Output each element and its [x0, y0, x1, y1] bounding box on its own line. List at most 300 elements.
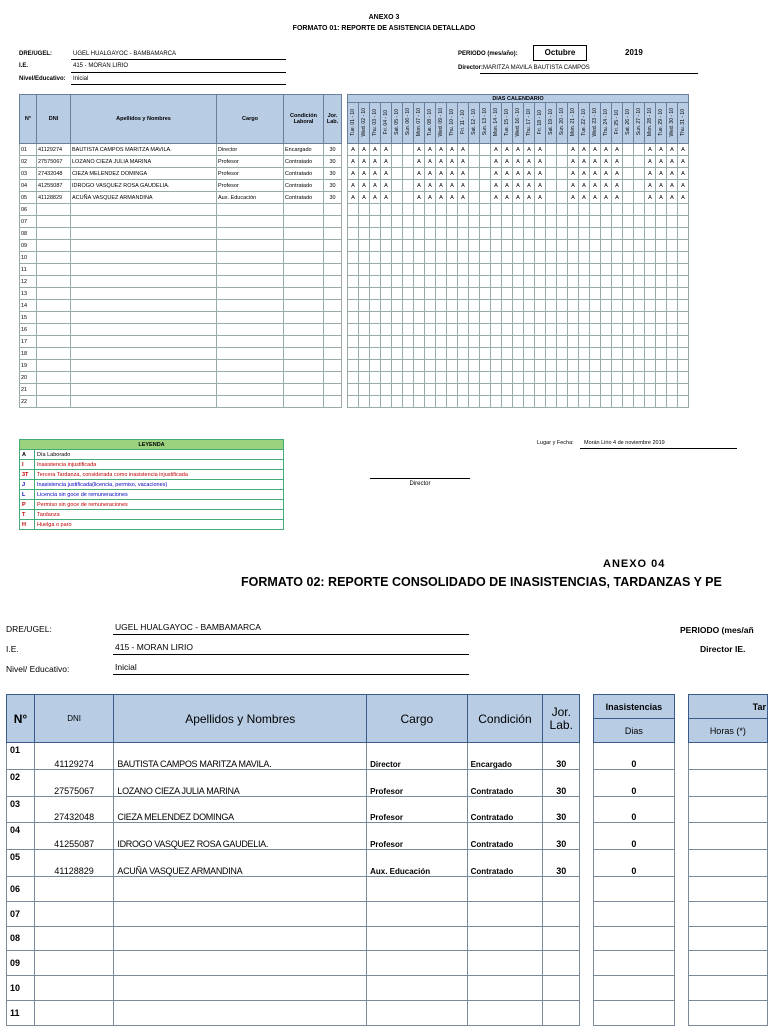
day-cell: A: [568, 144, 579, 156]
nivel-value-2: Inicial: [115, 662, 137, 672]
day-cell: A: [458, 192, 469, 204]
table-row: [7, 901, 768, 926]
dre-value-2: UGEL HUALGAYOC - BAMBAMARCA: [115, 622, 261, 632]
day-cell: [403, 180, 414, 192]
row-cargo: Profesor: [217, 168, 284, 180]
day-cell: A: [645, 180, 656, 192]
day-cell: [557, 156, 568, 168]
table-row: [20, 204, 689, 216]
row-number: 08: [7, 926, 35, 951]
day-cell: A: [370, 192, 381, 204]
day-cell: A: [524, 144, 535, 156]
col-nombres-1: Apellidos y Nombres: [71, 95, 217, 144]
row-name: LOZANO CIEZA JULIA MARINA: [71, 156, 217, 168]
col-dni: DNI: [34, 695, 114, 743]
day-cell: A: [590, 180, 601, 192]
nivel-label: Nivel/Educativo:: [19, 76, 66, 82]
row-number: 20: [20, 372, 37, 384]
day-cell: A: [524, 156, 535, 168]
row-cargo: Aux. Educación: [217, 192, 284, 204]
legend-item: [20, 490, 284, 500]
day-header: Tue. 29 - 10: [656, 103, 667, 144]
legend-item: [20, 520, 284, 530]
table-row: [20, 180, 689, 192]
table-row: [20, 240, 689, 252]
row-jor: 30: [324, 156, 342, 168]
director-ie-label: Director IE.: [700, 644, 746, 654]
day-header: Fri. 25 - 10: [612, 103, 623, 144]
row-condicion: Contratado: [467, 823, 543, 850]
day-cell: A: [612, 192, 623, 204]
table-row: [20, 300, 689, 312]
day-cell: A: [579, 180, 590, 192]
director-signature-label: Director: [409, 481, 431, 487]
day-cell: A: [590, 168, 601, 180]
legend-item: [20, 450, 284, 460]
row-dni: 41128829: [37, 192, 71, 204]
day-cell: A: [447, 168, 458, 180]
row-number: 10: [7, 976, 35, 1001]
day-cell: A: [425, 180, 436, 192]
table-row: [20, 264, 689, 276]
day-cell: A: [436, 168, 447, 180]
row-dni: 41128829: [34, 850, 114, 877]
day-cell: A: [524, 192, 535, 204]
day-cell: A: [535, 168, 546, 180]
row-jor: 30: [543, 796, 580, 823]
row-dni: 41129274: [37, 144, 71, 156]
day-cell: A: [359, 156, 370, 168]
row-number: 15: [20, 312, 37, 324]
day-cell: A: [678, 192, 689, 204]
day-cell: A: [678, 144, 689, 156]
legend-item: [20, 470, 284, 480]
legend-text: Permiso sin goce de remuneraciones: [35, 500, 284, 510]
nivel-value: Inicial: [73, 76, 89, 82]
day-header: Tue. 01 - 10: [348, 103, 359, 144]
row-name: CIEZA MELENDEZ DOMINGA: [114, 796, 367, 823]
table-row: [20, 372, 689, 384]
row-number: 04: [20, 180, 37, 192]
lugar-label: Lugar y Fecha:: [537, 440, 574, 446]
day-cell: A: [590, 144, 601, 156]
day-cell: [469, 156, 480, 168]
row-dni: 41255087: [37, 180, 71, 192]
row-dni: 27432048: [34, 796, 114, 823]
row-name: CIEZA MELENDEZ DOMINGA: [71, 168, 217, 180]
day-cell: A: [678, 168, 689, 180]
day-cell: A: [579, 168, 590, 180]
row-cargo: Director: [217, 144, 284, 156]
day-cell: A: [425, 192, 436, 204]
legend-code: H: [20, 520, 35, 530]
day-cell: A: [524, 168, 535, 180]
day-header: Mon. 07 - 10: [414, 103, 425, 144]
row-name: IDROGO VASQUEZ ROSA GAUDELIA.: [114, 823, 367, 850]
legend-text: Huelga o paro: [35, 520, 284, 530]
day-cell: A: [348, 168, 359, 180]
table-row: [20, 168, 689, 180]
day-cell: [469, 144, 480, 156]
row-jor: 30: [543, 823, 580, 850]
table-row: [20, 288, 689, 300]
day-cell: A: [513, 180, 524, 192]
day-cell: A: [645, 168, 656, 180]
day-cell: A: [414, 168, 425, 180]
day-header: Tue. 08 - 10: [425, 103, 436, 144]
col-dias: Dias: [594, 719, 675, 743]
day-cell: A: [502, 156, 513, 168]
day-cell: [634, 168, 645, 180]
day-cell: A: [491, 180, 502, 192]
day-cell: A: [645, 192, 656, 204]
table-row: [20, 228, 689, 240]
day-cell: [634, 156, 645, 168]
day-cell: A: [568, 156, 579, 168]
day-cell: A: [568, 192, 579, 204]
legend-code: T: [20, 510, 35, 520]
day-cell: [557, 168, 568, 180]
day-cell: A: [535, 156, 546, 168]
row-number: 09: [7, 951, 35, 976]
row-number: 12: [20, 276, 37, 288]
day-cell: [392, 192, 403, 204]
day-cell: [623, 156, 634, 168]
row-number: 17: [20, 336, 37, 348]
col-n-1: N°: [20, 95, 37, 144]
table-row: [20, 324, 689, 336]
day-cell: [557, 144, 568, 156]
row-number: 13: [20, 288, 37, 300]
col-jor-1: Jor. Lab.: [324, 95, 342, 144]
day-header: Mon. 14 - 10: [491, 103, 502, 144]
day-cell: A: [458, 180, 469, 192]
row-number: 18: [20, 348, 37, 360]
day-header: Mon. 21 - 10: [568, 103, 579, 144]
day-cell: A: [678, 180, 689, 192]
day-cell: A: [447, 180, 458, 192]
legend-title: LEYENDA: [20, 440, 284, 450]
row-name: BAUTISTA CAMPOS MARITZA MAVILA.: [71, 144, 217, 156]
day-header: Wed. 23 - 10: [590, 103, 601, 144]
col-dni-1: DNI: [37, 95, 71, 144]
day-cell: A: [535, 180, 546, 192]
legend-code: L: [20, 490, 35, 500]
col-n: N°: [7, 695, 35, 743]
legend-text: Licencia sin goce de remuneraciones: [35, 490, 284, 500]
row-jor: 30: [543, 743, 580, 770]
day-cell: A: [414, 144, 425, 156]
row-dias: 0: [594, 769, 675, 796]
row-jor: 30: [324, 192, 342, 204]
row-number: 02: [7, 769, 35, 796]
annex-3-title: ANEXO 3: [368, 14, 400, 21]
row-cargo: Profesor: [217, 180, 284, 192]
day-cell: A: [513, 144, 524, 156]
row-condicion: Contratado: [284, 192, 324, 204]
day-cell: A: [590, 192, 601, 204]
day-header: Wed. 02 - 10: [359, 103, 370, 144]
dre-label-2: DRE/UGEL:: [6, 624, 52, 634]
col-tardanzas: Tar: [688, 695, 767, 719]
day-header: Fri. 11 - 10: [458, 103, 469, 144]
row-dni: 41255087: [34, 823, 114, 850]
day-cell: [392, 168, 403, 180]
row-dni: 27575067: [37, 156, 71, 168]
ie-label: I.E.: [19, 63, 29, 69]
day-cell: [469, 168, 480, 180]
row-number: 01: [7, 743, 35, 770]
ie-label-2: I.E.: [6, 644, 19, 654]
day-cell: [403, 168, 414, 180]
row-cargo: Profesor: [367, 823, 468, 850]
day-cell: A: [524, 180, 535, 192]
day-header: Thu. 17 - 10: [524, 103, 535, 144]
day-cell: A: [348, 156, 359, 168]
legend-code: I: [20, 460, 35, 470]
director-value: MARITZA MAVILA BAUTISTA CAMPOS: [483, 65, 590, 71]
table-row: [7, 976, 768, 1001]
day-cell: A: [370, 156, 381, 168]
row-number: 14: [20, 300, 37, 312]
day-cell: [546, 192, 557, 204]
table-row: [20, 336, 689, 348]
legend-code: P: [20, 500, 35, 510]
col-cargo: Cargo: [367, 695, 468, 743]
row-name: IDROGO VASQUEZ ROSA GAUDELIA.: [71, 180, 217, 192]
row-condicion: Contratado: [467, 796, 543, 823]
row-condicion: Contratado: [467, 850, 543, 877]
day-cell: [557, 192, 568, 204]
day-cell: A: [491, 168, 502, 180]
row-condicion: Contratado: [467, 769, 543, 796]
year-value: 2019: [625, 48, 643, 57]
legend-text: Tardanza: [35, 510, 284, 520]
day-cell: A: [491, 156, 502, 168]
day-cell: A: [645, 144, 656, 156]
row-number: 16: [20, 324, 37, 336]
nivel-label-2: Nivel/ Educativo:: [6, 664, 70, 674]
row-dni: 41129274: [34, 743, 114, 770]
day-cell: A: [656, 192, 667, 204]
table-row: [7, 1000, 768, 1025]
day-cell: [480, 192, 491, 204]
day-cell: [392, 180, 403, 192]
col-cargo-1: Cargo: [217, 95, 284, 144]
legend-code: J: [20, 480, 35, 490]
row-name: ACUÑA VASQUEZ ARMANDINA: [71, 192, 217, 204]
day-header: Mon. 28 - 10: [645, 103, 656, 144]
day-cell: A: [513, 168, 524, 180]
row-cargo: Director: [367, 743, 468, 770]
day-cell: A: [381, 144, 392, 156]
day-cell: [546, 156, 557, 168]
day-cell: A: [667, 156, 678, 168]
row-number: 07: [20, 216, 37, 228]
day-cell: A: [436, 156, 447, 168]
day-cell: [557, 180, 568, 192]
row-jor: 30: [324, 144, 342, 156]
legend-item: [20, 500, 284, 510]
row-dias: 0: [594, 796, 675, 823]
day-cell: A: [370, 144, 381, 156]
row-name: BAUTISTA CAMPOS MARITZA MAVILA.: [114, 743, 367, 770]
day-cell: A: [447, 156, 458, 168]
day-cell: A: [458, 168, 469, 180]
day-cell: A: [502, 168, 513, 180]
row-condicion: Contratado: [284, 168, 324, 180]
day-cell: A: [425, 156, 436, 168]
col-condicion: Condición: [467, 695, 543, 743]
day-header: Wed. 09 - 10: [436, 103, 447, 144]
col-inasistencias: Inasistencias: [594, 695, 675, 719]
day-cell: [469, 180, 480, 192]
day-cell: A: [348, 180, 359, 192]
table-row: [20, 384, 689, 396]
col-condicion-1: Condición Laboral: [284, 95, 324, 144]
day-cell: [623, 168, 634, 180]
table-row: [20, 144, 689, 156]
day-cell: A: [601, 192, 612, 204]
lugar-value: Morán Lirio 4 de noviembre 2019: [584, 440, 665, 446]
day-cell: [480, 180, 491, 192]
day-header: Sun. 27 - 10: [634, 103, 645, 144]
day-cell: A: [436, 144, 447, 156]
table-row: [20, 252, 689, 264]
day-cell: A: [612, 156, 623, 168]
consolidated-table: [6, 694, 768, 1026]
day-cell: A: [491, 192, 502, 204]
ie-value-2: 415 - MORAN LIRIO: [115, 642, 193, 652]
day-cell: [623, 144, 634, 156]
day-cell: A: [370, 180, 381, 192]
day-cell: A: [535, 144, 546, 156]
day-cell: A: [425, 168, 436, 180]
day-cell: [480, 156, 491, 168]
day-cell: [392, 156, 403, 168]
row-number: 02: [20, 156, 37, 168]
row-cargo: Profesor: [367, 796, 468, 823]
row-dias: 0: [594, 823, 675, 850]
annex-04-title: ANEXO 04: [603, 558, 666, 570]
legend-text: Inasistencia justificada(licencia, permiso, vacaciones): [35, 480, 284, 490]
day-cell: A: [359, 192, 370, 204]
day-cell: A: [579, 156, 590, 168]
table-row: [7, 850, 768, 877]
table-row: [7, 743, 768, 770]
row-cargo: Profesor: [217, 156, 284, 168]
day-cell: [403, 192, 414, 204]
day-cell: [623, 192, 634, 204]
table-row: [20, 348, 689, 360]
day-cell: A: [579, 144, 590, 156]
col-nombres: Apellidos y Nombres: [114, 695, 367, 743]
day-cell: [403, 156, 414, 168]
day-cell: A: [458, 156, 469, 168]
day-cell: A: [601, 180, 612, 192]
day-cell: A: [381, 156, 392, 168]
row-jor: 30: [324, 180, 342, 192]
row-number: 01: [20, 144, 37, 156]
table-row: [7, 926, 768, 951]
day-cell: A: [436, 192, 447, 204]
day-header: Thu. 24 - 10: [601, 103, 612, 144]
day-cell: A: [502, 180, 513, 192]
day-cell: A: [612, 144, 623, 156]
row-dias: 0: [594, 850, 675, 877]
row-condicion: Contratado: [284, 180, 324, 192]
day-cell: [546, 180, 557, 192]
day-header: Sat. 12 - 10: [469, 103, 480, 144]
row-number: 05: [20, 192, 37, 204]
ie-value: 415 - MORAN LIRIO: [73, 63, 129, 69]
day-header: Thu. 10 - 10: [447, 103, 458, 144]
row-dni: 27575067: [34, 769, 114, 796]
day-cell: A: [425, 144, 436, 156]
col-horas: Horas (*): [688, 719, 767, 743]
legend-text: Día Laborado: [35, 450, 284, 460]
table-row: [20, 276, 689, 288]
periodo-label: PERIODO (mes/año):: [458, 51, 518, 57]
row-number: 03: [20, 168, 37, 180]
day-cell: A: [612, 168, 623, 180]
day-cell: A: [568, 168, 579, 180]
day-cell: [634, 144, 645, 156]
row-number: 06: [20, 204, 37, 216]
periodo-label-2: PERIODO (mes/añ: [680, 625, 754, 635]
day-cell: A: [359, 144, 370, 156]
day-cell: A: [601, 168, 612, 180]
day-header: Sun. 20 - 10: [557, 103, 568, 144]
row-number: 09: [20, 240, 37, 252]
day-header: Thu. 31 - 10: [678, 103, 689, 144]
day-cell: A: [359, 180, 370, 192]
day-cell: A: [535, 192, 546, 204]
dre-label: DRE/UGEL:: [19, 51, 52, 57]
day-header: Tue. 15 - 10: [502, 103, 513, 144]
day-cell: [634, 192, 645, 204]
day-cell: [480, 168, 491, 180]
day-cell: A: [590, 156, 601, 168]
row-condicion: Encargado: [284, 144, 324, 156]
day-header: Sun. 06 - 10: [403, 103, 414, 144]
director-label: Director:: [458, 65, 484, 71]
legend-item: [20, 510, 284, 520]
day-cell: A: [414, 192, 425, 204]
day-cell: A: [502, 192, 513, 204]
legend-item: [20, 460, 284, 470]
day-cell: A: [656, 156, 667, 168]
formato-02: [0, 548, 768, 1024]
row-condicion: Encargado: [467, 743, 543, 770]
table-row: [20, 360, 689, 372]
dias-calendario-header: DIAS CALENDARIO: [348, 95, 689, 103]
formato-02-title: FORMATO 02: REPORTE CONSOLIDADO DE INASISTENCIAS, TARDANZAS Y PE: [241, 575, 722, 589]
legend-code: 3T: [20, 470, 35, 480]
legend-code: A: [20, 450, 35, 460]
day-cell: A: [458, 144, 469, 156]
day-header: Sat. 19 - 10: [546, 103, 557, 144]
day-cell: A: [414, 180, 425, 192]
row-number: 05: [7, 850, 35, 877]
day-cell: A: [348, 192, 359, 204]
legend-item: [20, 480, 284, 490]
row-number: 03: [7, 796, 35, 823]
row-jor: 30: [324, 168, 342, 180]
day-cell: A: [513, 192, 524, 204]
table-row: [7, 876, 768, 901]
row-number: 06: [7, 876, 35, 901]
